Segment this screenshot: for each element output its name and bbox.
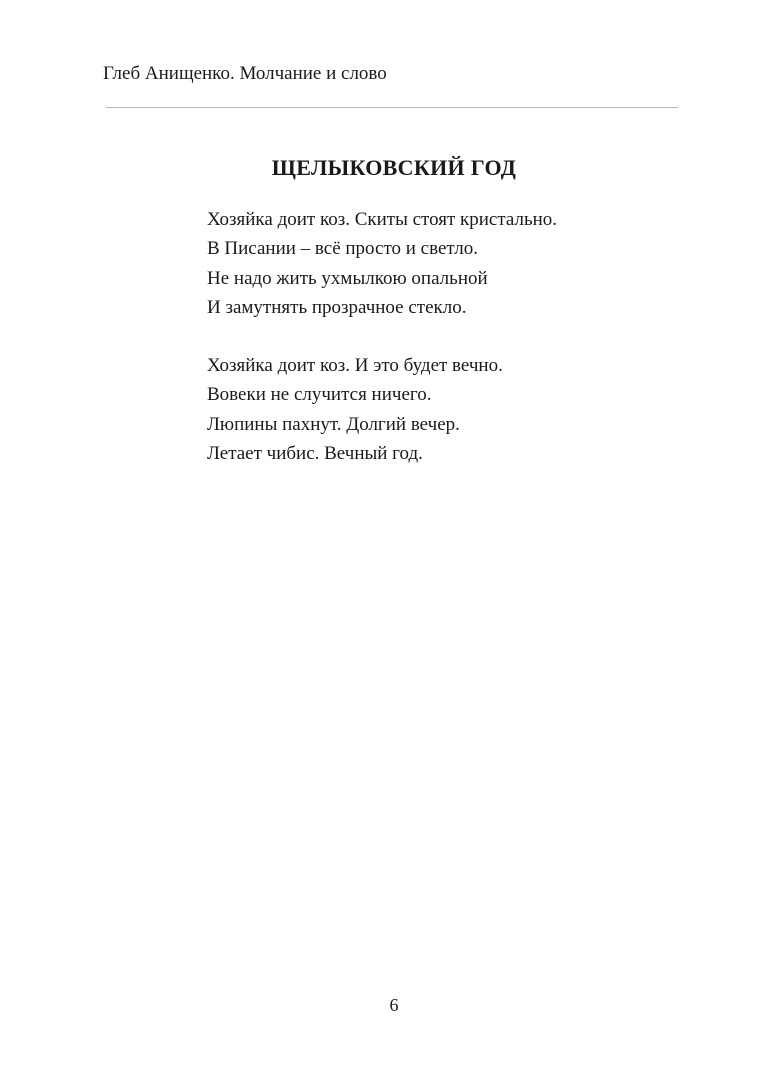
verse-line: Люпины пахнут. Долгий вечер.	[207, 413, 460, 435]
verse-line: И замутнять прозрачное стекло.	[207, 296, 467, 318]
verse-line: Хозяйка доит коз. Скиты стоят кристально.	[207, 209, 558, 230]
poem-title: ЩЕЛЫКОВСКИЙ ГОД	[271, 155, 517, 180]
page-number: 6	[389, 995, 399, 1015]
verse-line: Хозяйка доит коз. И это будет вечно.	[207, 355, 503, 377]
poem-body	[207, 205, 557, 497]
stanza-2	[207, 351, 557, 468]
running-header: Глеб Анищенко. Молчание и слово	[103, 63, 387, 84]
verse-line: В Писании – всё просто и светло.	[207, 238, 478, 260]
header-divider	[106, 107, 678, 108]
verse-line: Не надо жить ухмылкою опальной	[207, 267, 488, 289]
stanza-1	[207, 205, 557, 322]
verse-line: Вовеки не случится ничего.	[207, 384, 432, 406]
verse-line: Летает чибис. Вечный год.	[207, 443, 423, 465]
